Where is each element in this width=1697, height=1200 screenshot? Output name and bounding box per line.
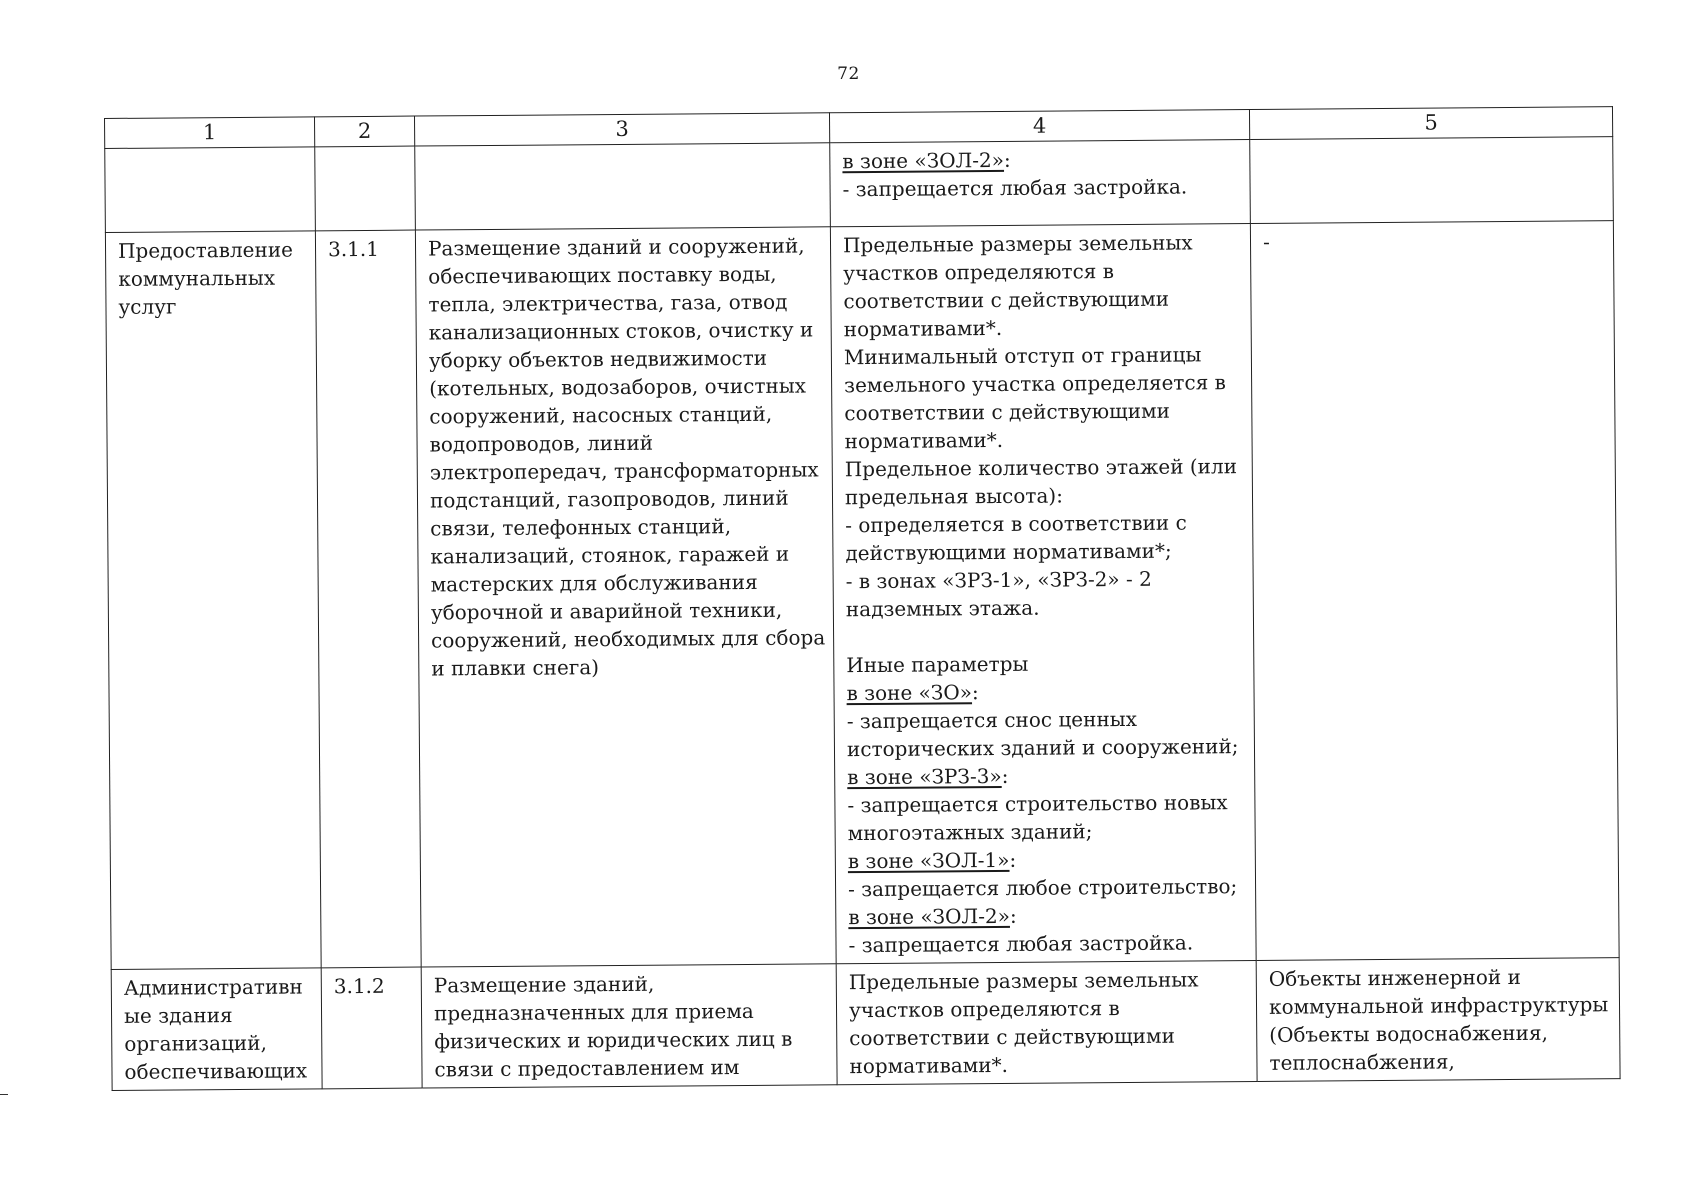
- zoning-table: [104, 106, 1621, 1091]
- zone-label: в зоне «ЗОЛ-2»: [842, 147, 1005, 174]
- text-line: Размещение зданий и сооружений,: [427, 233, 805, 261]
- text-line: нормативами*.: [843, 315, 1003, 342]
- zone-label: в зоне «ЗО»: [846, 680, 973, 706]
- page-number: 72: [837, 64, 860, 84]
- text-line: канализаций, стоянок, гаражей и: [430, 541, 790, 569]
- zone-label-suffix: :: [1003, 147, 1011, 172]
- table-row: [105, 221, 1619, 970]
- text-line: 3.1.1: [327, 236, 380, 262]
- text-line: [842, 144, 1239, 175]
- text-line: услуг: [118, 294, 177, 319]
- text-line: Минимальный отступ от границы: [843, 342, 1202, 370]
- zone-label: в зоне «ЗОЛ-1»: [847, 847, 1010, 874]
- text-line: электропередач, трансформаторных: [429, 457, 819, 485]
- text-line: - запрещается любое строительство;: [847, 874, 1238, 902]
- cell-parameters: [830, 140, 1251, 227]
- text-line: участков определяются в: [843, 259, 1115, 286]
- text-line: коммунальных: [118, 265, 276, 291]
- text-line: [848, 844, 1245, 875]
- text-line: Объекты инженерной и: [1268, 964, 1521, 991]
- text-line: и плавки снега): [431, 655, 600, 681]
- text-line: - запрещается снос ценных: [846, 706, 1138, 734]
- text-line: ые здания: [123, 1003, 233, 1028]
- text-line: Размещение зданий,: [433, 971, 655, 998]
- text-line: теплоснабжения,: [1269, 1049, 1455, 1075]
- text-line: уборочной и аварийной техники,: [430, 597, 783, 625]
- text-line: тепла, электричества, газа, отвод: [428, 289, 788, 317]
- zone-label: в зоне «ЗОЛ-2»: [848, 903, 1010, 930]
- margin-mark: [0, 1094, 8, 1095]
- text-line: обеспечивающих поставку воды,: [428, 261, 777, 289]
- cell-auxiliary-uses: [1256, 958, 1620, 1082]
- text-line: надземных этажа.: [845, 595, 1040, 622]
- text-line: соответствии с действующими: [843, 286, 1170, 314]
- text-line: земельного участка определяется в: [844, 370, 1226, 398]
- cell-use-name: [105, 147, 316, 233]
- text-line: (Объекты водоснабжения,: [1269, 1020, 1548, 1047]
- text-line: [848, 900, 1245, 931]
- text-line: -: [1262, 229, 1270, 254]
- text-line: Предельные размеры земельных: [848, 967, 1199, 995]
- text-line: [846, 676, 1243, 707]
- cell-code: [321, 967, 422, 1089]
- text-line: [847, 760, 1244, 791]
- text-line: канализационных стоков, очистку и: [428, 317, 814, 345]
- column-header-4: 4: [829, 110, 1249, 143]
- text-line: Предельное количество этажей (или: [844, 454, 1238, 482]
- column-header-1: 1: [105, 117, 315, 149]
- text-line: предназначенных для приема: [433, 998, 754, 1026]
- cell-use-name: [105, 231, 321, 970]
- text-line: (котельных, водозаборов, очистных: [429, 373, 807, 401]
- text-line: нормативами*.: [844, 427, 1004, 454]
- zone-label-suffix: :: [1009, 847, 1017, 872]
- text-line: - запрещается строительство новых: [847, 790, 1228, 818]
- text-line: - запрещается любая застройка.: [842, 174, 1188, 202]
- text-line: - определяется в соответствии с: [845, 510, 1187, 538]
- cell-auxiliary-uses: [1250, 137, 1614, 224]
- text-line: связи с предоставлением им: [434, 1055, 740, 1082]
- text-line: Предельные размеры земельных: [842, 230, 1193, 258]
- text-line: исторических зданий и сооружений;: [846, 734, 1239, 762]
- cell-description: [415, 227, 836, 967]
- text-line: организаций,: [124, 1030, 267, 1056]
- text-line: участков определяются в: [848, 996, 1120, 1023]
- cell-code: [315, 230, 421, 968]
- zone-label-suffix: :: [1001, 763, 1009, 788]
- text-line: связи, телефонных станций,: [430, 514, 732, 541]
- text-line: Иные параметры: [846, 651, 1029, 678]
- text-line: - запрещается любая застройка.: [848, 930, 1194, 958]
- text-line: сооружений, необходимых для сбора: [431, 625, 826, 653]
- column-header-2: 2: [314, 116, 414, 147]
- text-line: - в зонах «ЗРЗ-1», «ЗРЗ-2» - 2: [845, 566, 1152, 594]
- text-line: физических и юридических лиц в: [434, 1026, 793, 1054]
- text-line: [846, 620, 1243, 651]
- zone-label: в зоне «ЗРЗ-3»: [847, 763, 1002, 790]
- text-line: 3.1.2: [333, 973, 385, 999]
- text-line: обеспечивающих: [124, 1058, 308, 1084]
- table-row: [111, 958, 1620, 1091]
- cell-description: [421, 964, 837, 1088]
- table-row: [105, 137, 1614, 233]
- zone-label-suffix: :: [1009, 903, 1017, 928]
- text-line: действующими нормативами*;: [845, 538, 1172, 566]
- text-line: предельная высота):: [844, 483, 1063, 510]
- text-line: мастерских для обслуживания: [430, 569, 758, 597]
- text-line: коммунальной инфраструктуры: [1268, 992, 1609, 1019]
- text-line: Предоставление: [117, 237, 294, 263]
- text-line: Административн: [123, 974, 303, 1000]
- column-header-5: 5: [1249, 107, 1612, 140]
- cell-code: [315, 146, 416, 231]
- text-line: водопроводов, линий: [429, 430, 654, 457]
- zone-label-suffix: :: [971, 680, 979, 705]
- cell-auxiliary-uses: [1250, 221, 1619, 961]
- text-line: нормативами*.: [849, 1052, 1009, 1079]
- text-line: подстанций, газопроводов, линий: [429, 485, 789, 513]
- cell-description: [415, 143, 831, 230]
- column-header-3: 3: [414, 113, 829, 146]
- text-line: уборку объектов недвижимости: [428, 345, 768, 373]
- text-line: соответствии с действующими: [849, 1023, 1175, 1051]
- text-line: многоэтажных зданий;: [847, 819, 1093, 846]
- cell-parameters: [836, 960, 1257, 1084]
- cell-parameters: [830, 223, 1256, 963]
- text-line: соответствии с действующими: [844, 398, 1171, 426]
- cell-use-name: [111, 968, 322, 1091]
- text-line: сооружений, насосных станций,: [429, 401, 773, 429]
